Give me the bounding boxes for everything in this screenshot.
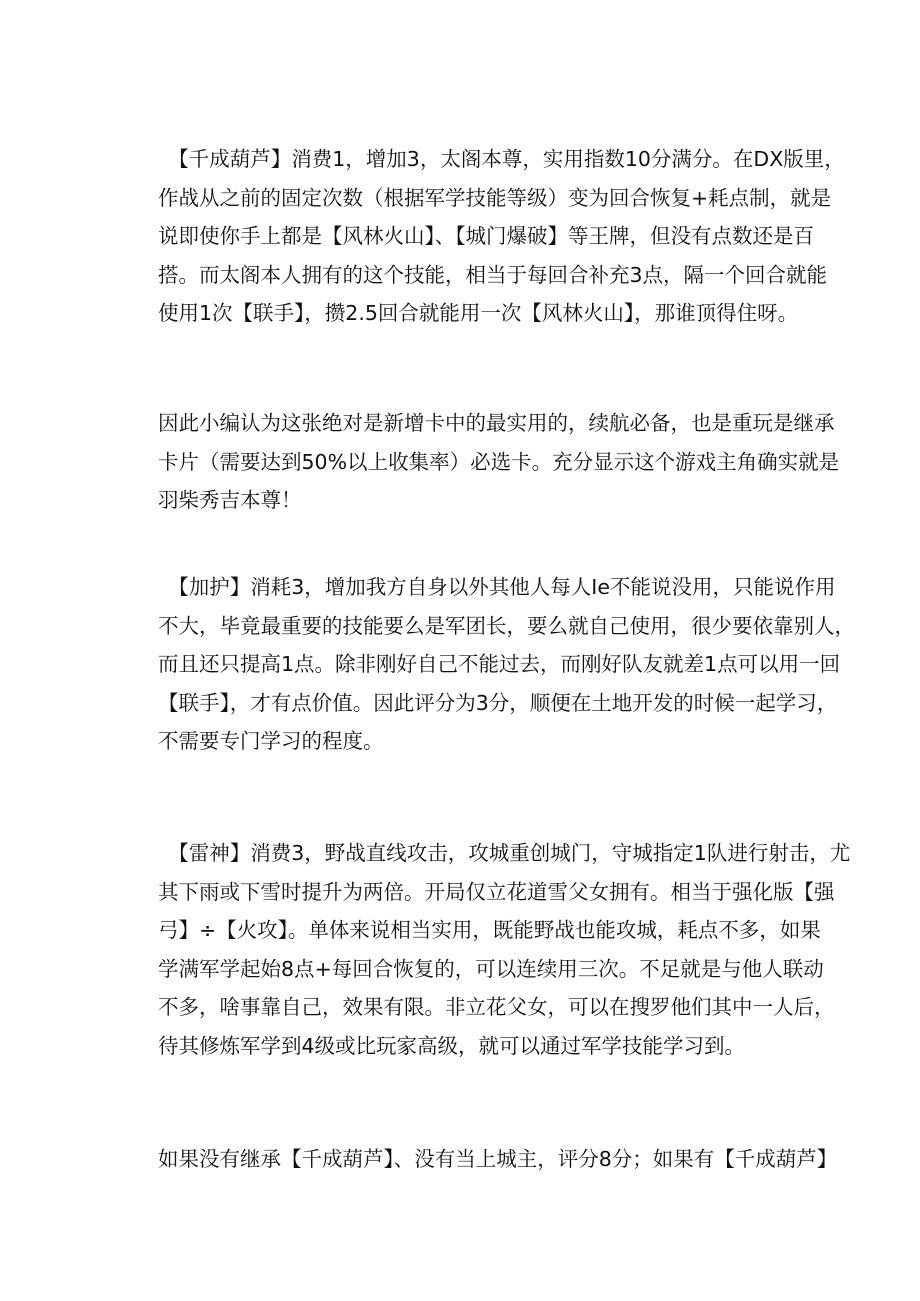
text-line: 作战从之前的固定次数（根据军学技能等级）变为回合恢复+耗点制，就是 xyxy=(158,185,832,210)
text-line: 【千成葫芦】消费1，增加3，太阁本尊，实用指数10分满分。在DX版里， xyxy=(158,147,845,171)
text-line: 【联手】，才有点价值。因此评分为3分，顺便在土地开发的时候一起学习， xyxy=(158,690,838,715)
text-line: 羽柴秀吉本尊！ xyxy=(158,488,302,512)
text-line: 而且还只提高1点。除非刚好自己不能过去，而刚好队友就差1点可以用一回 xyxy=(158,652,841,676)
paragraph-conclusion xyxy=(158,404,840,520)
text-line: 【雷神】消费3，野战直线攻击，攻城重创城门，守城指定1队进行射击，尤 xyxy=(158,841,851,865)
paragraph-rating xyxy=(158,1140,838,1179)
text-line: 学满军学起始8点+每回合恢复的，可以连续用三次。不足就是与他人联动 xyxy=(158,956,824,981)
paragraph-leishen xyxy=(158,834,851,1065)
text-line: 不多，啥事靠自己，效果有限。非立花父女，可以在搜罗他们其中一人后， xyxy=(158,995,835,1019)
text-line: 待其修炼军学到4级或比玩家高级，就可以通过军学技能学习到。 xyxy=(158,1033,746,1058)
text-line: 如果没有继承【千成葫芦】、没有当上城主，评分8分；如果有【千成葫芦】 xyxy=(158,1147,838,1171)
text-line: 搭。而太阁本人拥有的这个技能，相当于每回合补充3点，隔一个回合就能 xyxy=(158,262,828,287)
text-line: 因此小编认为这张绝对是新增卡中的最实用的，续航必备，也是重玩是继承 xyxy=(158,411,835,435)
text-line: 不需要专门学习的程度。 xyxy=(158,729,384,753)
paragraph-sencheng-hulu xyxy=(158,140,845,333)
text-line: 【加护】消耗3，增加我方自身以外其他人每人Ie不能说没用，只能说作用 xyxy=(158,575,836,599)
text-line: 其下雨或下雪时提升为两倍。开局仅立花道雪父女拥有。相当于强化版【强 xyxy=(158,879,835,904)
text-line: 弓】÷【火攻】。单体来说相当实用，既能野战也能攻城，耗点不多，如果 xyxy=(158,918,821,942)
text-line: 说即使你手上都是【风林火山】、【城门爆破】等王牌，但没有点数还是百 xyxy=(158,224,814,248)
text-line: 使用1次【联手】，攒2.5回合就能用一次【风林火山】，那谁顶得住呀。 xyxy=(158,301,799,325)
text-line: 卡片（需要达到50%以上收集率）必选卡。充分显示这个游戏主角确实就是 xyxy=(158,449,840,474)
text-line: 不大，毕竟最重要的技能要么是军团长，要么就自己使用，很少要依靠别人， xyxy=(158,613,855,638)
paragraph-jiahu xyxy=(158,568,855,761)
